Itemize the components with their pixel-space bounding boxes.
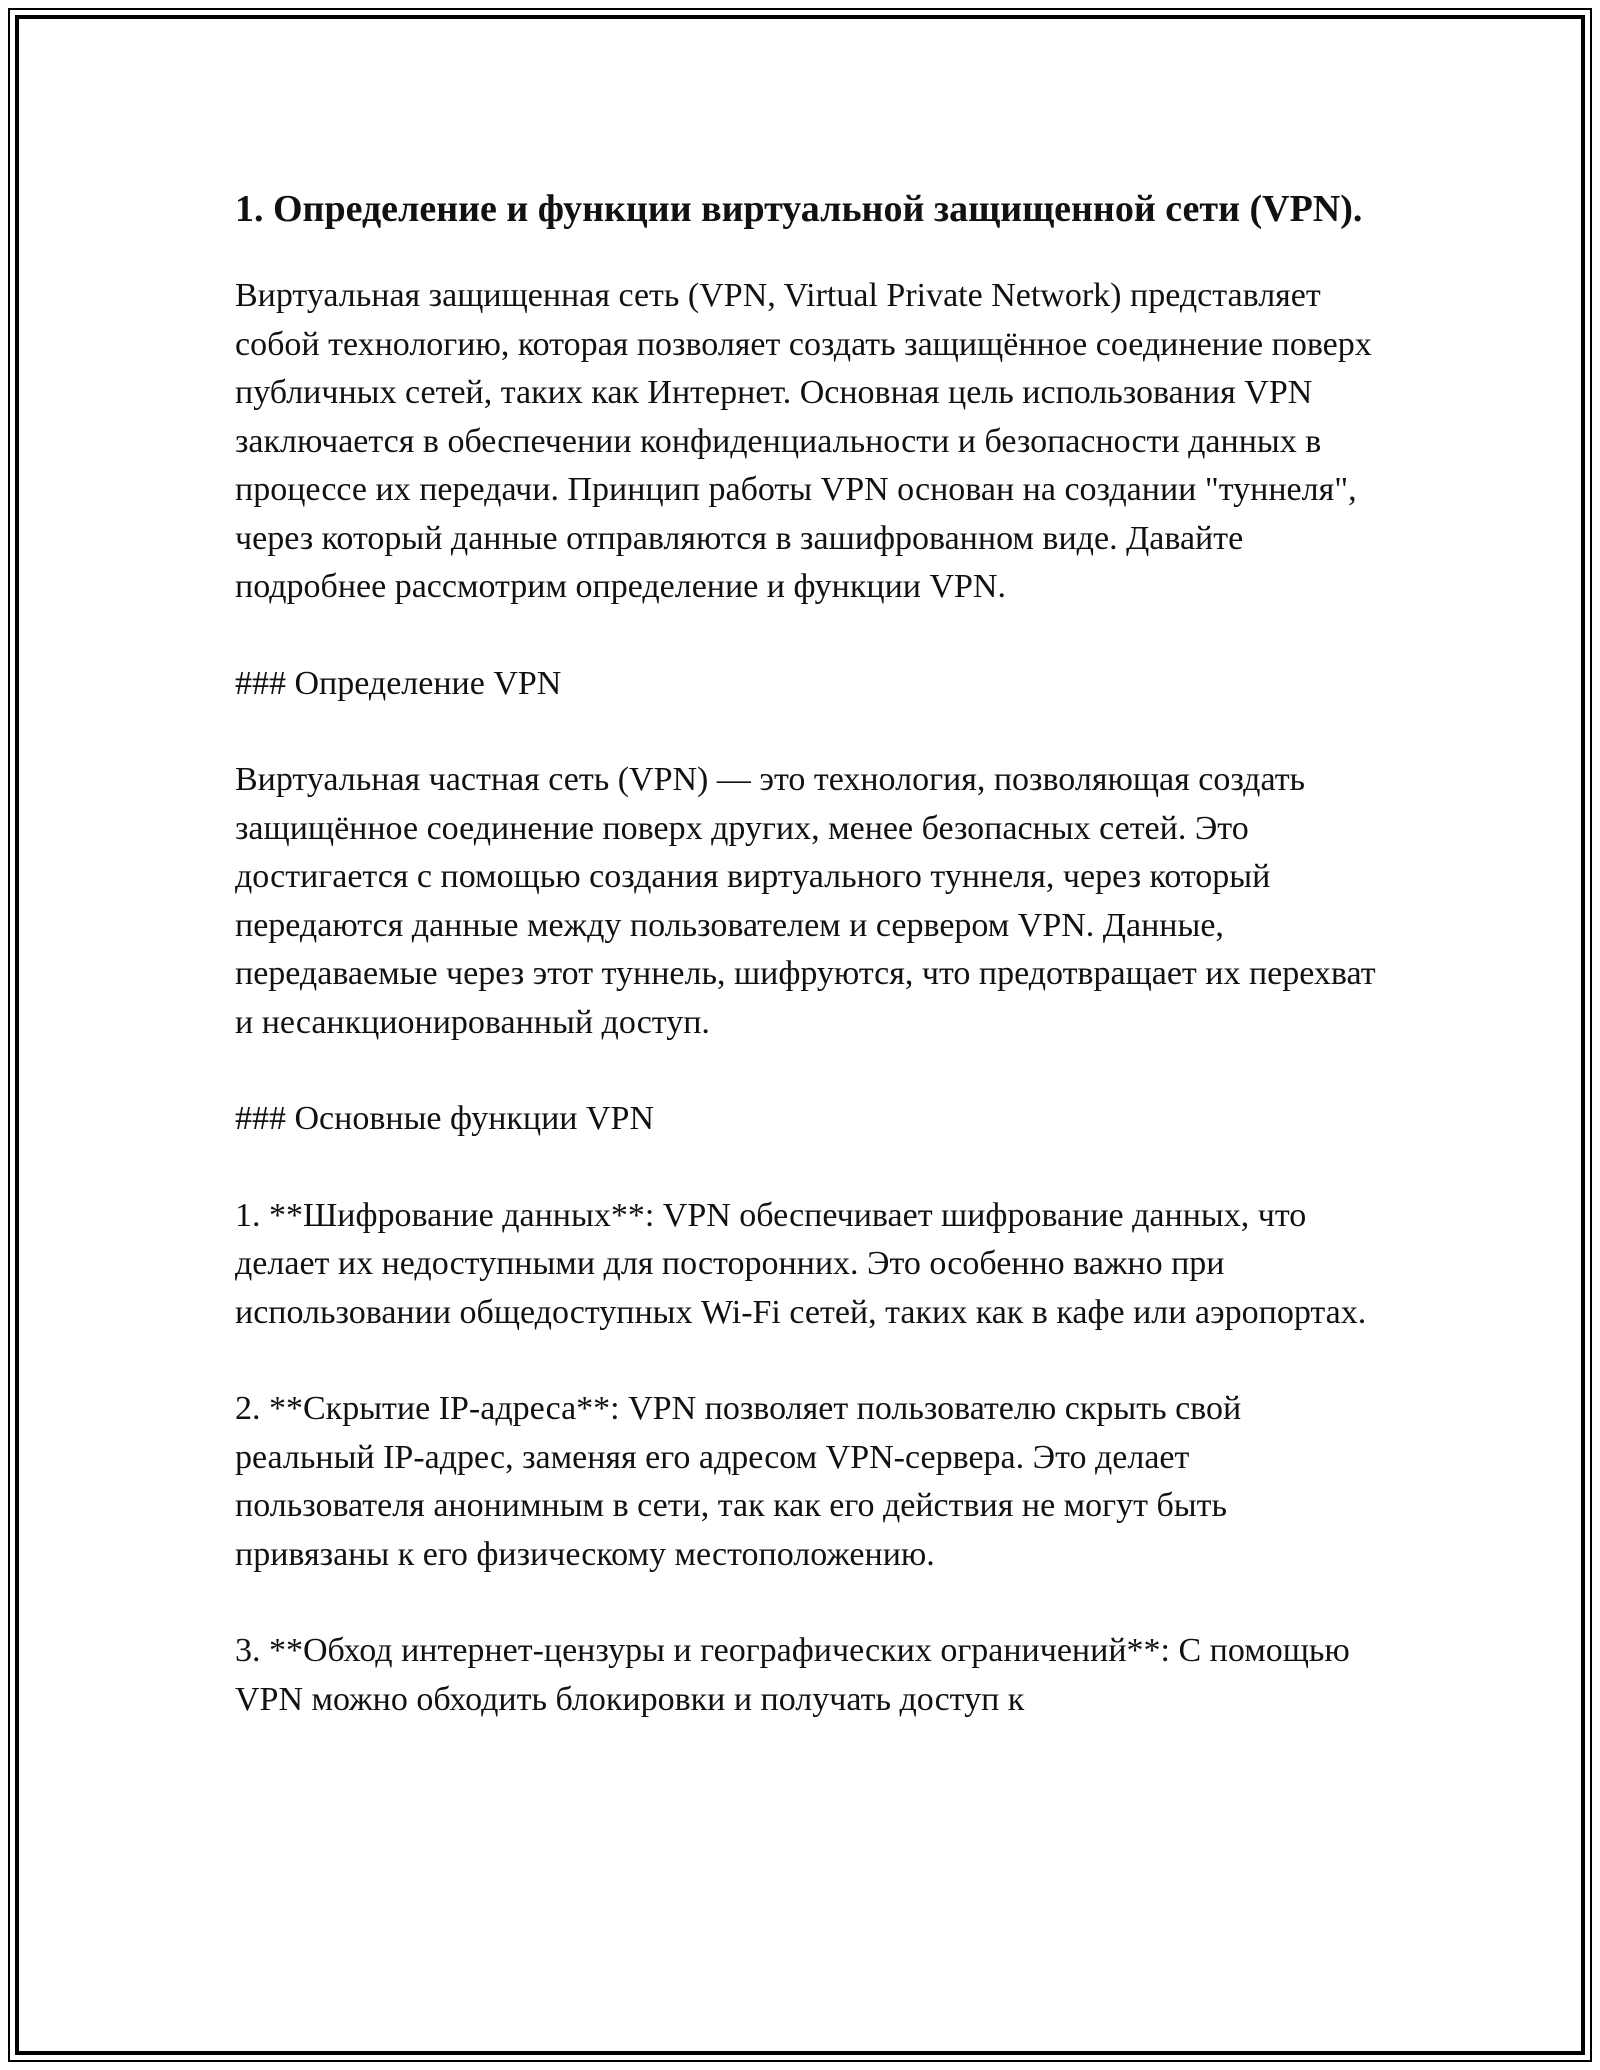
- list-item-encryption: 1. **Шифрование данных**: VPN обеспечивает шифрование данных, что делает их недоступными для посторонних. Это особенно важно при использовании общедоступных Wi-Fi сетей, таких как в кафе или аэропортах.: [235, 1196, 1367, 1331]
- section-heading-functions: ### Основные функции VPN: [235, 1100, 655, 1138]
- definition-paragraph: Виртуальная частная сеть (VPN) — это технология, позволяющая создать защищённое соединение поверх других, менее безопасных сетей. Это достигается с помощью создания виртуального туннеля, через который передаются данные между пользователем и сервером VPN. Данные, передаваемые через этот туннель, шифруются, что предотвращает их перехват и несанкционированный доступ.: [235, 761, 1376, 1041]
- list-item-censorship-bypass: 3. **Обход интернет-цензуры и географических ограничений**: С помощью VPN можно обходить блокировки и получать доступ к: [235, 1632, 1350, 1718]
- section-heading-definition: ### Определение VPN: [235, 664, 562, 702]
- intro-paragraph: Виртуальная защищенная сеть (VPN, Virtual Private Network) представляет собой технологию, которая позволяет создать защищённое соединение поверх публичных сетей, таких как Интернет. Основная цель использования VPN заключается в обеспечении конфиденциальности и безопасности данных в процессе их передачи. Принцип работы VPN основан на создании "туннеля", через который данные отправляются в зашифрованном виде. Давайте подробнее рассмотрим определение и функции VPN.: [235, 277, 1372, 606]
- document-page: [235, 185, 1385, 1724]
- list-item-ip-hiding: 2. **Скрытие IP-адреса**: VPN позволяет пользователю скрыть свой реальный IP-адрес, заменяя его адресом VPN-сервера. Это делает пользователя анонимным в сети, так как его действия не могут быть привязаны к его физическому местоположению.: [235, 1390, 1242, 1573]
- document-title: 1. Определение и функции виртуальной защищенной сети (VPN).: [235, 188, 1363, 230]
